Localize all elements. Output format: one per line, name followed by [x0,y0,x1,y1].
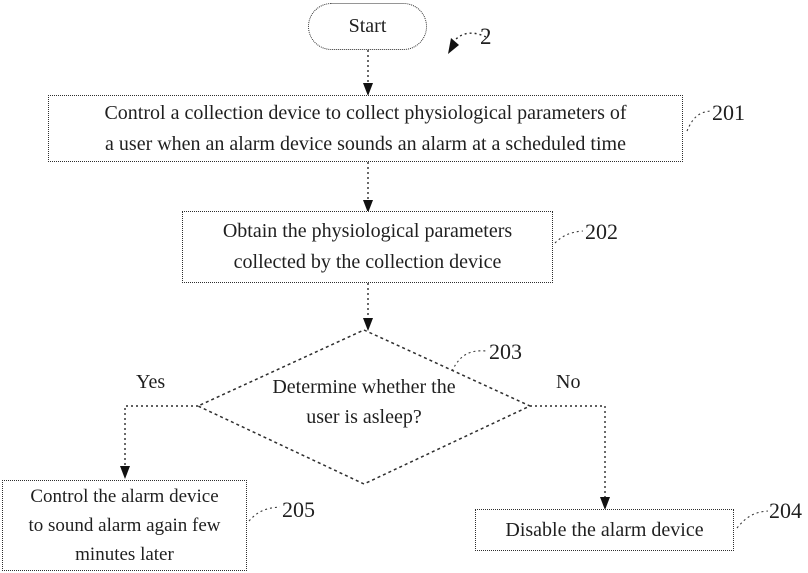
start-label: Start [348,15,387,37]
arrowhead-to-203 [363,318,373,331]
process-201-line1: Control a collection device to collect physiological parameters of [104,101,627,124]
leader-203 [452,351,487,371]
leader-202 [555,231,583,243]
leader-204 [737,511,768,528]
figure-number: 2 [480,24,492,49]
figure-ref-arrowhead [448,38,459,54]
process-box-204 [475,509,734,551]
arrow-yes-branch [125,406,198,469]
ref-numeral-205: 205 [282,497,315,522]
decision-203-line1: Determine whether the [272,376,456,398]
process-box-205 [2,480,247,571]
ref-numeral-204: 204 [769,498,802,523]
arrow-no-branch [530,406,605,500]
process-box-202 [182,211,553,283]
process-205-line3: minutes later [75,544,174,565]
process-202-line2: collected by the collection device [233,251,502,273]
branch-label-no: No [556,371,581,393]
start-terminator [308,3,427,50]
process-204-line1: Disable the alarm device [505,519,704,541]
leader-205 [249,507,280,521]
decision-203-line2: user is asleep? [306,406,422,428]
process-205-line2: to sound alarm again few [28,515,221,536]
process-205-line1: Control the alarm device [30,486,219,507]
ref-numeral-201: 201 [712,100,745,125]
decision-203-text [244,372,484,432]
arrowhead-to-205 [120,466,130,479]
branch-label-yes: Yes [136,371,166,393]
ref-numeral-202: 202 [585,219,618,244]
process-box-201 [48,95,683,162]
process-201-line2: a user when an alarm device sounds an alarm at a scheduled time [105,132,626,155]
leader-201 [687,111,711,131]
process-202-line1: Obtain the physiological parameters [222,220,513,242]
ref-numeral-203: 203 [489,339,522,364]
